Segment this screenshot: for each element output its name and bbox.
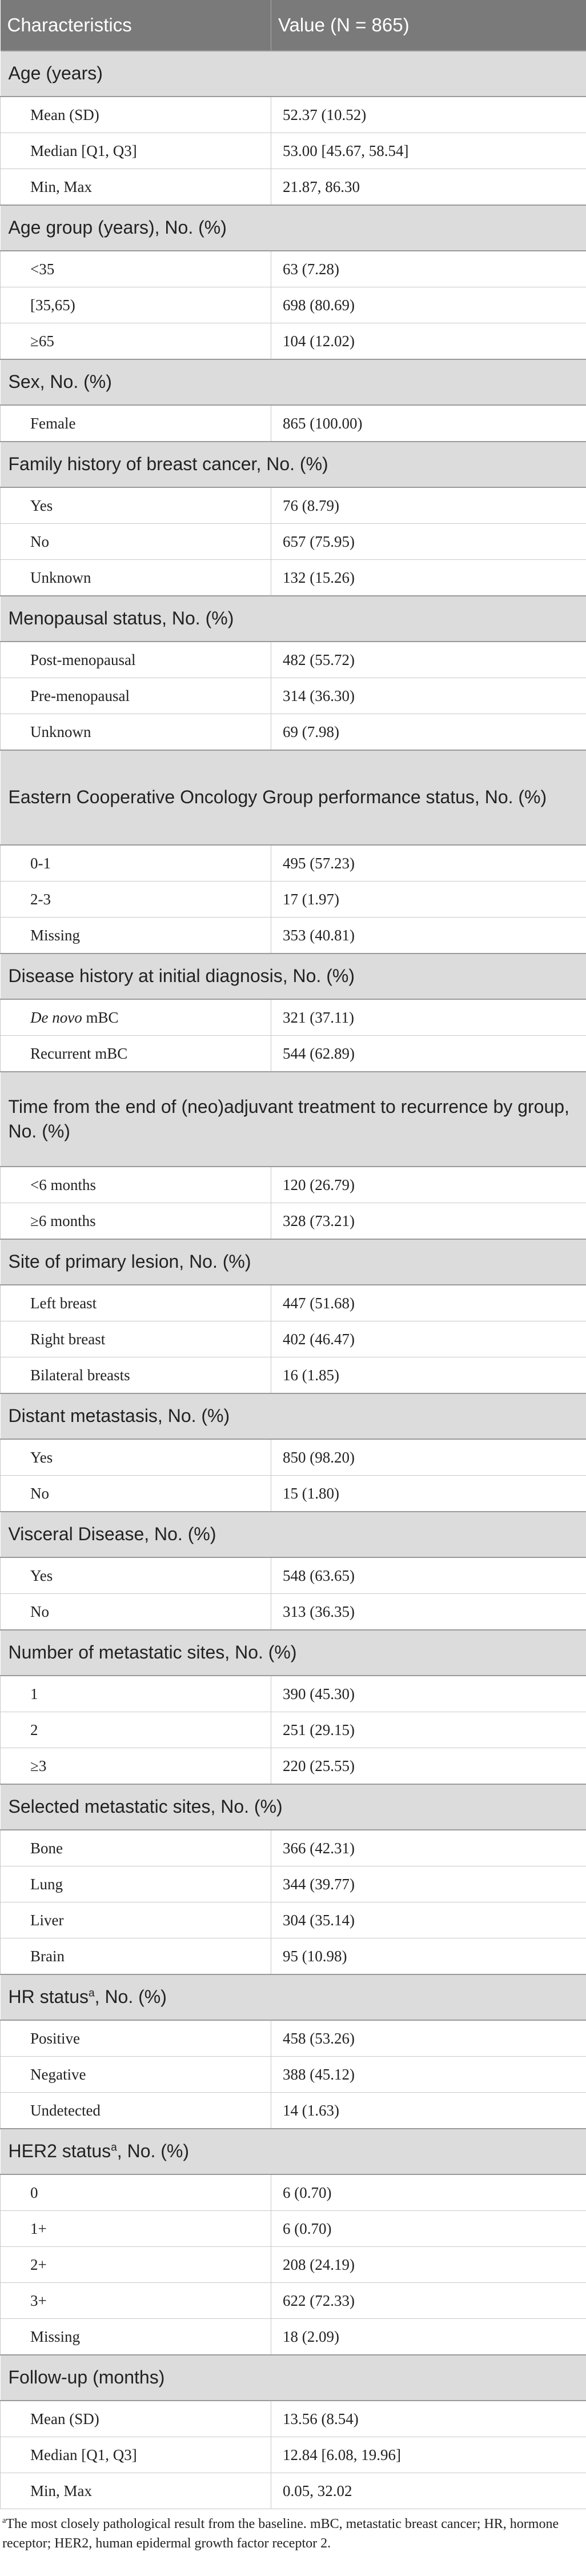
row-label: Unknown <box>1 560 271 596</box>
row-value: 220 (25.55) <box>271 1748 586 1785</box>
row-label: Unknown <box>1 714 271 751</box>
row-value: 21.87, 86.30 <box>271 169 586 206</box>
row-label: <35 <box>1 251 271 287</box>
row-label: Mean (SD) <box>1 2401 271 2437</box>
row-label: Missing <box>1 918 271 954</box>
section-header-row <box>1 1974 586 2020</box>
header-value: Value (N = 865) <box>271 0 586 51</box>
row-value: 314 (36.30) <box>271 678 586 714</box>
section-title <box>1 1239 586 1285</box>
section-header-row <box>1 205 586 251</box>
footnote-ref: a <box>88 1987 95 2000</box>
section-title-text: Time from the end of (neo)adjuvant treatment to recurrence by group, No. (%) <box>8 1096 569 1141</box>
row-label: De novo mBC <box>1 999 271 1036</box>
table-row <box>1 2437 586 2473</box>
section-header-row <box>1 1512 586 1557</box>
row-value: 120 (26.79) <box>271 1167 586 1203</box>
row-value: 14 (1.63) <box>271 2093 586 2129</box>
row-value: 0.05, 32.02 <box>271 2473 586 2509</box>
section-title-text: Number of metastatic sites, No. (%) <box>8 1642 297 1663</box>
table-row <box>1 2283 586 2319</box>
table-row <box>1 2211 586 2247</box>
table-row <box>1 524 586 560</box>
table-row <box>1 487 586 524</box>
table-row <box>1 999 586 1036</box>
row-label: 0-1 <box>1 845 271 882</box>
table-row <box>1 1167 586 1203</box>
section-header-row <box>1 51 586 97</box>
row-value: 12.84 [6.08, 19.96] <box>271 2437 586 2473</box>
row-label: Min, Max <box>1 2473 271 2509</box>
section-header-row <box>1 1630 586 1676</box>
row-value: 18 (2.09) <box>271 2319 586 2355</box>
table-row <box>1 287 586 323</box>
section-header-row <box>1 750 586 845</box>
section-title-text: Age group (years), No. (%) <box>8 217 227 238</box>
row-value: 548 (63.65) <box>271 1557 586 1594</box>
row-value: 544 (62.89) <box>271 1036 586 1072</box>
table-row <box>1 2247 586 2283</box>
row-value: 63 (7.28) <box>271 251 586 287</box>
section-title-text: Distant metastasis, No. (%) <box>8 1405 230 1427</box>
row-label: 3+ <box>1 2283 271 2319</box>
row-label: Female <box>1 405 271 442</box>
row-label: Bone <box>1 1830 271 1866</box>
row-label: Recurrent mBC <box>1 1036 271 1072</box>
row-value: 13.56 (8.54) <box>271 2401 586 2437</box>
row-label: ≥65 <box>1 323 271 360</box>
row-label: Bilateral breasts <box>1 1357 271 1394</box>
table-row <box>1 2093 586 2129</box>
row-value: 17 (1.97) <box>271 882 586 918</box>
row-label: No <box>1 1594 271 1630</box>
table-row <box>1 560 586 596</box>
row-label: Liver <box>1 1902 271 1938</box>
table-row <box>1 1866 586 1902</box>
row-value: 366 (42.31) <box>271 1830 586 1866</box>
section-header-row <box>1 1072 586 1167</box>
row-value: 95 (10.98) <box>271 1938 586 1975</box>
row-label: Negative <box>1 2057 271 2093</box>
table-row <box>1 251 586 287</box>
row-value: 402 (46.47) <box>271 1321 586 1357</box>
row-label: 2+ <box>1 2247 271 2283</box>
row-value: 657 (75.95) <box>271 524 586 560</box>
row-value: 52.37 (10.52) <box>271 97 586 133</box>
row-label: Mean (SD) <box>1 97 271 133</box>
table-row <box>1 1712 586 1748</box>
table-row <box>1 2401 586 2437</box>
table-row <box>1 1830 586 1866</box>
row-label: 2 <box>1 1712 271 1748</box>
row-value: 15 (1.80) <box>271 1476 586 1512</box>
row-label: Lung <box>1 1866 271 1902</box>
section-header-row <box>1 442 586 487</box>
row-value: 16 (1.85) <box>271 1357 586 1394</box>
table-row <box>1 1938 586 1975</box>
section-title <box>1 2355 586 2401</box>
row-value: 388 (45.12) <box>271 2057 586 2093</box>
footnote-ref: a <box>111 2141 117 2154</box>
table-row <box>1 1357 586 1394</box>
table-row <box>1 1036 586 1072</box>
italic-term: De novo <box>30 1008 82 1026</box>
row-label: Min, Max <box>1 169 271 206</box>
row-label: Yes <box>1 487 271 524</box>
table-row <box>1 2174 586 2211</box>
section-header-row <box>1 1784 586 1830</box>
row-label: Median [Q1, Q3] <box>1 133 271 169</box>
row-value: 76 (8.79) <box>271 487 586 524</box>
table-row <box>1 1203 586 1240</box>
row-value: 353 (40.81) <box>271 918 586 954</box>
table-row <box>1 1476 586 1512</box>
table-row <box>1 97 586 133</box>
row-value: 251 (29.15) <box>271 1712 586 1748</box>
table-row <box>1 1676 586 1712</box>
section-title <box>1 442 586 487</box>
section-title <box>1 750 586 845</box>
table-row <box>1 1748 586 1785</box>
table-row <box>1 323 586 360</box>
row-label: Post-menopausal <box>1 642 271 678</box>
section-header-row <box>1 954 586 999</box>
table-row <box>1 918 586 954</box>
row-label: No <box>1 1476 271 1512</box>
section-title <box>1 2129 586 2174</box>
row-value: 622 (72.33) <box>271 2283 586 2319</box>
table-footnote <box>0 2509 586 2553</box>
section-title <box>1 1974 586 2020</box>
row-value: 495 (57.23) <box>271 845 586 882</box>
section-title <box>1 596 586 642</box>
row-label: Pre-menopausal <box>1 678 271 714</box>
row-value: 69 (7.98) <box>271 714 586 751</box>
section-title <box>1 1784 586 1830</box>
row-label: Positive <box>1 2020 271 2057</box>
section-header-row <box>1 596 586 642</box>
table-row <box>1 133 586 169</box>
section-title-text: Menopausal status, No. (%) <box>8 608 234 629</box>
section-header-row <box>1 1393 586 1439</box>
row-value: 6 (0.70) <box>271 2174 586 2211</box>
row-label: 2-3 <box>1 882 271 918</box>
row-label: ≥6 months <box>1 1203 271 1240</box>
table-header-row <box>1 0 586 51</box>
row-value: 458 (53.26) <box>271 2020 586 2057</box>
section-title <box>1 1072 586 1167</box>
row-value: 313 (36.35) <box>271 1594 586 1630</box>
row-label: Median [Q1, Q3] <box>1 2437 271 2473</box>
table-row <box>1 1439 586 1476</box>
table-row <box>1 1285 586 1321</box>
row-label: Yes <box>1 1557 271 1594</box>
row-label: ≥3 <box>1 1748 271 1785</box>
section-title <box>1 51 586 97</box>
footnote-text: The most closely pathological result from the baseline. mBC, metastatic breast cancer; HR, hormone receptor; HER2, human epidermal growth factor receptor 2. <box>2 2517 559 2551</box>
table-row <box>1 2057 586 2093</box>
table-row <box>1 1594 586 1630</box>
table-row <box>1 1902 586 1938</box>
section-title-text: Visceral Disease, No. (%) <box>8 1524 216 1545</box>
row-value: 104 (12.02) <box>271 323 586 360</box>
section-title-text: HR status <box>8 1986 89 2008</box>
table-row <box>1 1557 586 1594</box>
section-title <box>1 1512 586 1557</box>
row-label: <6 months <box>1 1167 271 1203</box>
table-row <box>1 2319 586 2355</box>
row-value: 482 (55.72) <box>271 642 586 678</box>
table-row <box>1 642 586 678</box>
section-title <box>1 1393 586 1439</box>
section-title-text: Eastern Cooperative Oncology Group performance status, No. (%) <box>8 787 547 808</box>
row-value: 304 (35.14) <box>271 1902 586 1938</box>
row-label: [35,65) <box>1 287 271 323</box>
row-label: Left breast <box>1 1285 271 1321</box>
table-row <box>1 678 586 714</box>
row-label: Missing <box>1 2319 271 2355</box>
table-row <box>1 2473 586 2509</box>
footnote-marker: a <box>2 2516 6 2525</box>
section-title-text: Selected metastatic sites, No. (%) <box>8 1796 283 1817</box>
row-label: No <box>1 524 271 560</box>
row-label: Brain <box>1 1938 271 1975</box>
table-row <box>1 882 586 918</box>
row-value: 865 (100.00) <box>271 405 586 442</box>
section-title <box>1 1630 586 1676</box>
row-value: 344 (39.77) <box>271 1866 586 1902</box>
table-row <box>1 1321 586 1357</box>
section-title-text: Family history of breast cancer, No. (%) <box>8 454 328 475</box>
section-title <box>1 954 586 999</box>
row-label: Undetected <box>1 2093 271 2129</box>
row-value: 208 (24.19) <box>271 2247 586 2283</box>
section-header-row <box>1 359 586 405</box>
table-row <box>1 2020 586 2057</box>
row-value: 850 (98.20) <box>271 1439 586 1476</box>
row-label: 0 <box>1 2174 271 2211</box>
row-value: 698 (80.69) <box>271 287 586 323</box>
row-value: 132 (15.26) <box>271 560 586 596</box>
section-title-text: Site of primary lesion, No. (%) <box>8 1251 251 1272</box>
table-row <box>1 405 586 442</box>
row-label: 1 <box>1 1676 271 1712</box>
row-value: 6 (0.70) <box>271 2211 586 2247</box>
section-title-text: HER2 status <box>8 2141 111 2162</box>
section-title <box>1 359 586 405</box>
section-title-text: Follow-up (months) <box>8 2367 165 2388</box>
section-title-text: Disease history at initial diagnosis, No. (%) <box>8 966 355 987</box>
section-title <box>1 205 586 251</box>
section-title-text: Age (years) <box>8 63 103 84</box>
header-characteristics: Characteristics <box>1 0 271 51</box>
section-title-suffix: , No. (%) <box>94 1986 167 2008</box>
row-value: 328 (73.21) <box>271 1203 586 1240</box>
row-value: 390 (45.30) <box>271 1676 586 1712</box>
row-label: Yes <box>1 1439 271 1476</box>
section-title-suffix: , No. (%) <box>117 2141 190 2162</box>
section-title-text: Sex, No. (%) <box>8 371 112 392</box>
row-label: 1+ <box>1 2211 271 2247</box>
table-row <box>1 169 586 206</box>
row-value: 447 (51.68) <box>271 1285 586 1321</box>
section-header-row <box>1 2355 586 2401</box>
section-header-row <box>1 1239 586 1285</box>
section-header-row <box>1 2129 586 2174</box>
table-row <box>1 714 586 751</box>
row-label: Right breast <box>1 1321 271 1357</box>
row-value: 53.00 [45.67, 58.54] <box>271 133 586 169</box>
table-row <box>1 845 586 882</box>
row-value: 321 (37.11) <box>271 999 586 1036</box>
